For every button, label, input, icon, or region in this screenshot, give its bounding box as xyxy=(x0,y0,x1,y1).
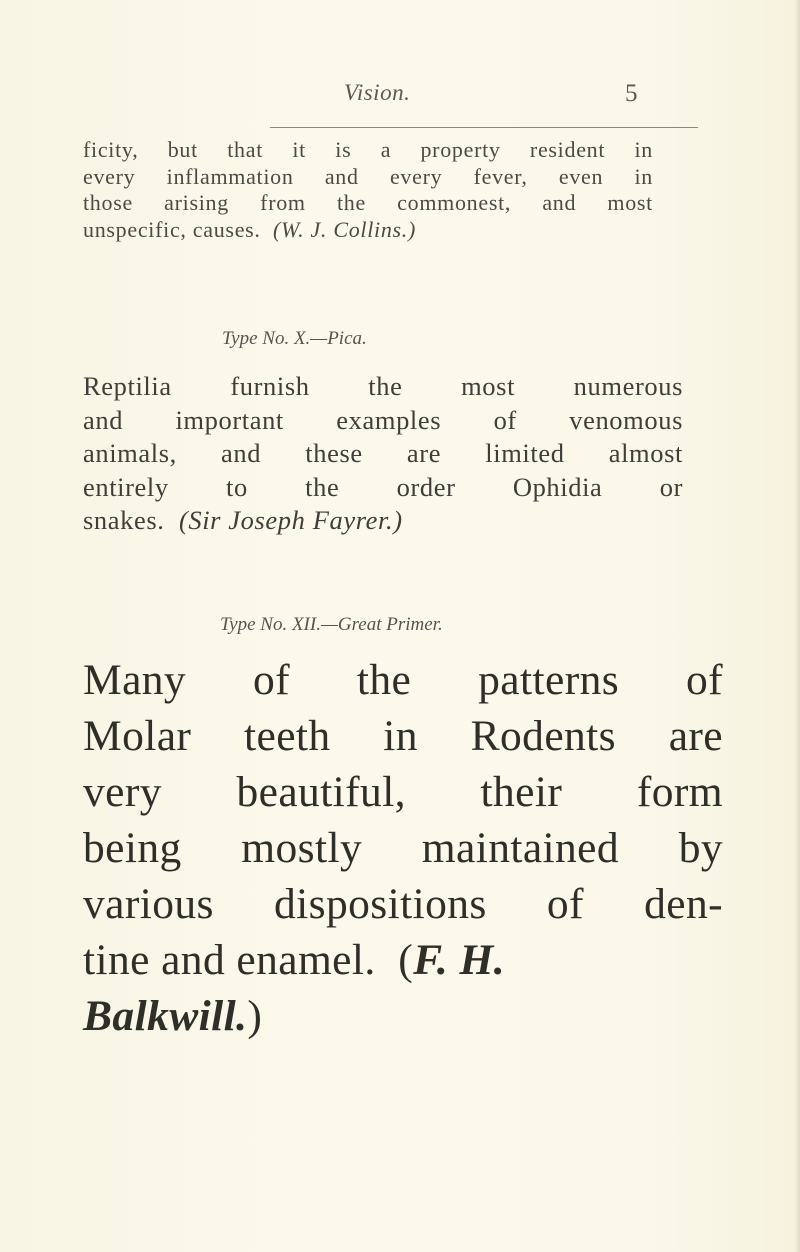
type-caption: Type No. X.—Pica. xyxy=(222,328,367,349)
text-line: ficity, but that it is a property resident in xyxy=(83,137,653,162)
type-caption: Type No. XII.—Great Primer. xyxy=(220,614,443,635)
text-line: animals, and these are limited almost xyxy=(83,438,683,468)
text-line: entirely to the order Ophidia or xyxy=(83,471,683,502)
text-line: Many of the patterns of xyxy=(83,656,723,704)
header-rule xyxy=(270,127,698,128)
text-line xyxy=(83,932,723,988)
text-line: every inflammation and every fever, even in xyxy=(83,163,653,189)
text-line-last xyxy=(83,988,723,1044)
page-header xyxy=(80,58,700,118)
text-line: and important examples of venomous xyxy=(83,404,683,435)
text-fragment: snakes. xyxy=(83,505,165,535)
text-line-last xyxy=(83,217,653,244)
text-line: various dispositions of den- xyxy=(83,880,723,928)
text-line: very beautiful, their form xyxy=(83,768,723,816)
running-title: Vision. xyxy=(344,80,411,105)
citation-paren: ( xyxy=(398,936,414,984)
citation: Balkwill. xyxy=(83,992,248,1040)
passage-fayrer xyxy=(83,370,683,538)
text-line: Molar teeth in Rodents are xyxy=(83,712,723,760)
text-line: being mostly maintained by xyxy=(83,824,723,872)
citation-paren: ) xyxy=(247,992,263,1040)
text-fragment: unspecific, causes. xyxy=(83,216,261,242)
citation: (Sir Joseph Fayrer.) xyxy=(178,505,403,535)
passage-balkwill xyxy=(83,652,723,1044)
text-line: those arising from the commonest, and most xyxy=(83,190,653,215)
text-line-last xyxy=(83,504,683,538)
citation: (W. J. Collins.) xyxy=(273,216,417,242)
page-number: 5 xyxy=(625,80,638,107)
passage-collins xyxy=(83,137,653,243)
citation: F. H. xyxy=(413,936,505,984)
page-edge-shadow xyxy=(794,0,800,1252)
text-fragment: tine and enamel. xyxy=(83,936,376,984)
text-line: Reptilia furnish the most numerous xyxy=(83,371,683,401)
